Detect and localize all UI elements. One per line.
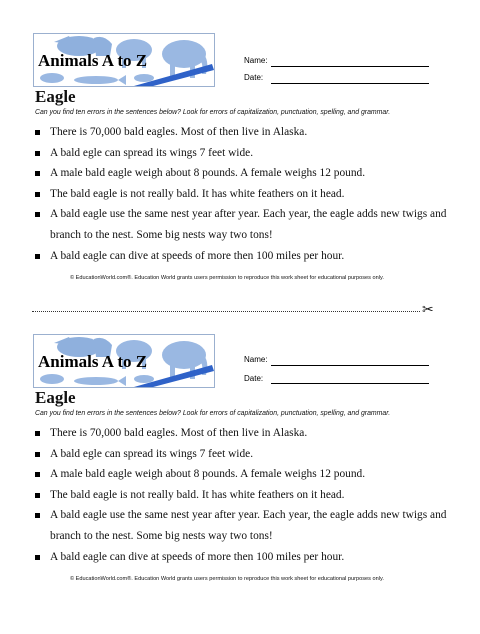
copyright: © EducationWorld.com®. Education World grants users permission to reproduce this work sheet for educational purposes only. <box>70 275 384 281</box>
bullet-icon <box>35 452 40 457</box>
bullet-icon <box>35 513 40 518</box>
worksheet-top <box>0 33 480 333</box>
bullet-icon <box>35 171 40 176</box>
bullet-icon <box>35 151 40 156</box>
bullet-icon <box>35 555 40 560</box>
list-item: There is 70,000 bald eagles. Most of then live in Alaska. <box>35 122 455 143</box>
worksheet-bottom <box>0 334 480 634</box>
name-field[interactable] <box>271 66 429 67</box>
list-item: There is 70,000 bald eagles. Most of then live in Alaska. <box>35 423 455 444</box>
date-label: Date: <box>244 374 264 383</box>
instructions: Can you find ten errors in the sentences below? Look for errors of capitalization, punctuation, spelling, and grammar. <box>35 109 391 116</box>
bullet-icon <box>35 130 40 135</box>
animals-a-to-z-logo <box>33 334 215 388</box>
logo-title: Animals A to Z <box>38 51 148 70</box>
list-item: A bald eagle use the same nest year after year. Each year, the eagle adds new twigs and branch to the nest. Some big nests way two tons! <box>35 204 455 245</box>
cut-line <box>32 311 420 312</box>
list-item: A bald eagle can dive at speeds of more then 100 miles per hour. <box>35 246 455 267</box>
list-item: A bald egle can spread its wings 7 feet wide. <box>35 143 455 164</box>
animals-a-to-z-logo <box>33 33 215 87</box>
list-item: A male bald eagle weigh about 8 pounds. A female weighs 12 pound. <box>35 163 455 184</box>
list-item: A male bald eagle weigh about 8 pounds. A female weighs 12 pound. <box>35 464 455 485</box>
list-item: The bald eagle is not really bald. It has white feathers on it head. <box>35 485 455 506</box>
name-field[interactable] <box>271 365 429 366</box>
bullet-icon <box>35 493 40 498</box>
instructions: Can you find ten errors in the sentences below? Look for errors of capitalization, punctuation, spelling, and grammar. <box>35 410 391 417</box>
copyright: © EducationWorld.com®. Education World grants users permission to reproduce this work sheet for educational purposes only. <box>70 576 384 582</box>
date-label: Date: <box>244 73 264 82</box>
list-item: A bald egle can spread its wings 7 feet wide. <box>35 444 455 465</box>
bullet-icon <box>35 431 40 436</box>
scissors-icon: ✂ <box>422 302 434 318</box>
bullet-icon <box>35 192 40 197</box>
list-item: A bald eagle can dive at speeds of more then 100 miles per hour. <box>35 547 455 568</box>
logo-title: Animals A to Z <box>38 352 148 371</box>
worksheet-title: Eagle <box>35 87 76 106</box>
bullet-icon <box>35 212 40 217</box>
worksheet-title: Eagle <box>35 388 76 407</box>
date-field[interactable] <box>271 383 429 384</box>
name-label: Name: <box>244 355 268 364</box>
list-item: A bald eagle use the same nest year after year. Each year, the eagle adds new twigs and branch to the nest. Some big nests way two tons! <box>35 505 455 546</box>
bullet-icon <box>35 472 40 477</box>
sentence-list <box>35 122 455 266</box>
date-field[interactable] <box>271 83 429 84</box>
sentence-list <box>35 423 455 567</box>
list-item: The bald eagle is not really bald. It has white feathers on it head. <box>35 184 455 205</box>
name-label: Name: <box>244 56 268 65</box>
bullet-icon <box>35 254 40 259</box>
